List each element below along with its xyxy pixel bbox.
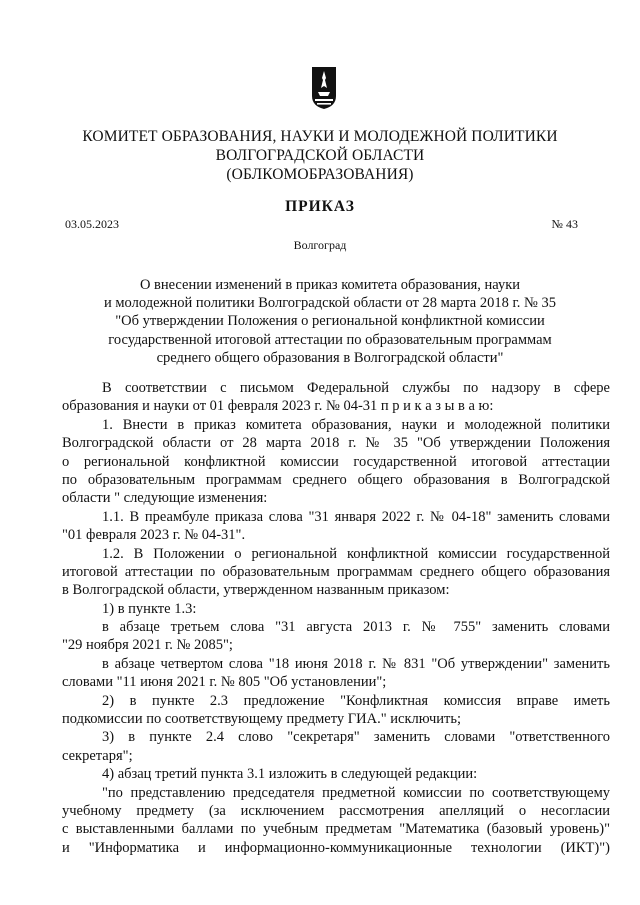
- body-line: и "Информатика и информационно-коммуникационные технологии (ИКТ)"): [62, 839, 610, 856]
- subject-line: государственной итоговой аттестации по образовательным программам: [108, 331, 552, 348]
- body-line: с выставленными баллами по учебным предметам "Математика (базовый уровень)": [62, 821, 610, 838]
- document-date: 03.05.2023: [65, 217, 119, 231]
- body-line: области " следующие изменения:: [62, 490, 268, 507]
- body-line: Волгоградской области от 28 марта 2018 г. № 35 "Об утверждении Положения: [62, 435, 610, 452]
- body-line: учебному предмету (за исключением рассмотрения апелляций о несогласии: [62, 802, 610, 819]
- subject-line: О внесении изменений в приказ комитета образования, науки: [139, 277, 521, 293]
- subject-line: и молодежной политики Волгоградской области от 28 марта 2018 г. № 35: [104, 295, 556, 312]
- body-line: 4) абзац третий пункта 3.1 изложить в следующей редакции:: [102, 766, 478, 783]
- body-line: подкомиссии по соответствующему предмету ГИА." исключить;: [62, 711, 462, 728]
- body-line: по образовательным программам среднего общего образования в Волгоградской: [62, 471, 610, 488]
- body-line: о региональной конфликтной комиссии государственной итоговой аттестации: [62, 453, 610, 470]
- body-line: 2) в пункте 2.3 предложение "Конфликтная комиссия вправе иметь: [102, 692, 610, 709]
- body-line: словами "11 июня 2021 г. № 805 "Об установлении";: [62, 674, 387, 691]
- body-line: "29 ноября 2021 г. № 2085";: [62, 637, 233, 654]
- coat-of-arms-icon: [311, 66, 337, 110]
- document-body: [62, 379, 610, 857]
- document-subject: [90, 276, 570, 367]
- subject-line: среднего общего образования в Волгоградской области": [156, 349, 504, 366]
- document-city: Волгоград: [293, 238, 347, 252]
- body-line: в абзаце четвертом слова "18 июня 2018 г. № 831 "Об утверждении" заменить: [102, 655, 610, 672]
- body-line: итоговой аттестации по образовательным программам среднего общего образования: [62, 563, 610, 580]
- org-name-line-2: ВОЛГОГРАДСКОЙ ОБЛАСТИ: [215, 147, 425, 164]
- body-line: В соответствии с письмом Федеральной службы по надзору в сфере: [102, 380, 610, 396]
- body-line: 1.2. В Положении о региональной конфликтной комиссии государственной: [102, 545, 610, 562]
- body-line: секретаря";: [62, 747, 133, 764]
- org-name-line-1: КОМИТЕТ ОБРАЗОВАНИЯ, НАУКИ И МОЛОДЕЖНОЙ ПОЛИТИКИ: [82, 128, 558, 145]
- document-number: № 43: [551, 217, 578, 231]
- org-name-line-3: (ОБЛКОМОБРАЗОВАНИЯ): [226, 166, 414, 183]
- body-line: 3) в пункте 2.4 слово "секретаря" заменить словами "ответственного: [102, 729, 610, 746]
- body-line: "по представлению председателя предметной комиссии по соответствующему: [102, 784, 610, 801]
- document-title: ПРИКАЗ: [285, 198, 355, 215]
- body-line: 1.1. В преамбуле приказа слова "31 января 2022 г. № 04-18" заменить словами: [102, 508, 610, 525]
- body-line: в абзаце третьем слова "31 августа 2013 г. № 755" заменить словами: [102, 619, 610, 636]
- body-line: образования и науки от 01 февраля 2023 г. № 04-31 п р и к а з ы в а ю:: [62, 398, 494, 415]
- body-line: 1. Внести в приказ комитета образования, науки и молодежной политики: [102, 416, 610, 433]
- subject-line: "Об утверждении Положения о региональной конфликтной комиссии: [115, 313, 545, 330]
- body-line: "01 февраля 2023 г. № 04-31".: [62, 527, 246, 544]
- body-line: в Волгоградской области, утвержденном названным приказом:: [62, 582, 450, 599]
- body-line: 1) в пункте 1.3:: [102, 600, 197, 617]
